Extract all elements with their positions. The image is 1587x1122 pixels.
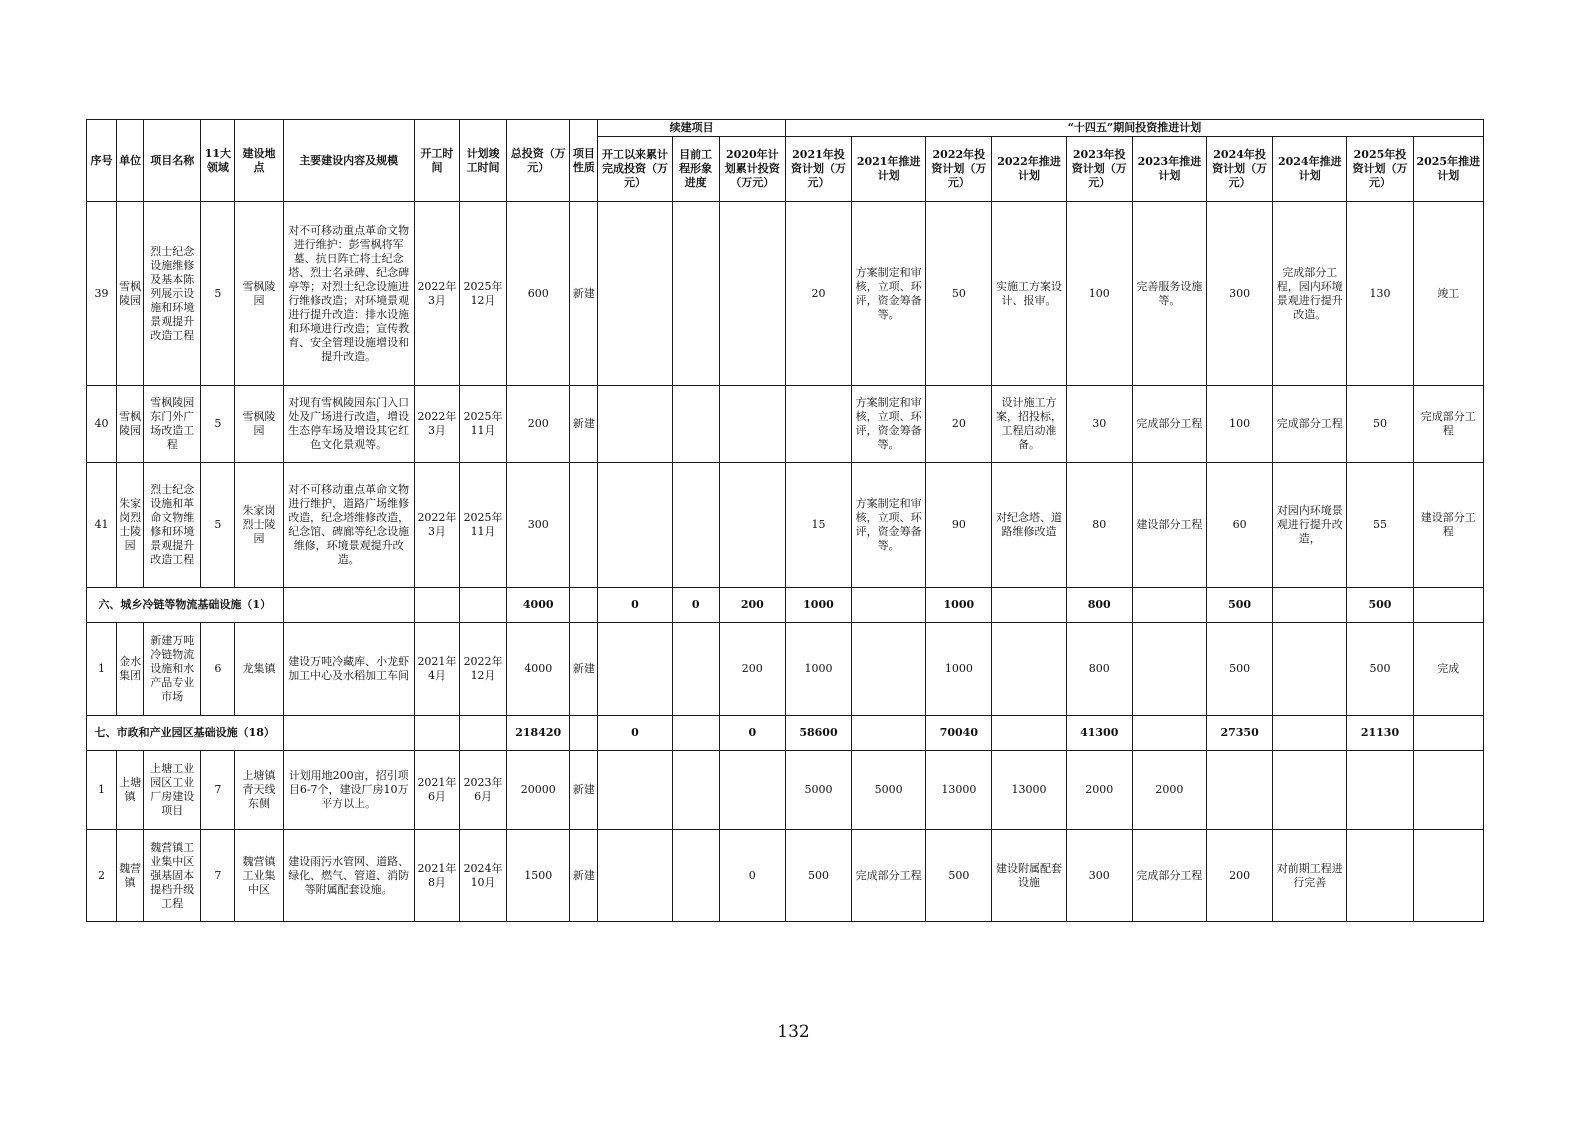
cell-cont-2020: 200 <box>719 623 785 716</box>
cell-finish-time: 2022年12月 <box>460 623 507 716</box>
cell-inv-2025: 55 <box>1347 463 1413 588</box>
cell-inv-2022: 50 <box>926 202 992 386</box>
category-name: 六、城乡冷链等物流基础设施（1） <box>87 588 284 623</box>
cell-finish-time <box>460 588 507 623</box>
cell-inv-2023: 800 <box>1066 588 1132 623</box>
cell-unit: 金水集团 <box>117 623 144 716</box>
cell-finish-time: 2025年12月 <box>460 202 507 386</box>
header-inv-2022: 2022年投资计划（万元） <box>926 137 992 202</box>
cell-plan-2025: 建设部分工程 <box>1413 463 1483 588</box>
investment-plan-table <box>86 119 1484 922</box>
cell-seq: 1 <box>87 751 117 830</box>
cell-inv-2023: 80 <box>1066 463 1132 588</box>
cell-inv-2021: 1000 <box>785 623 851 716</box>
cell-inv-2025: 500 <box>1347 623 1413 716</box>
cell-field: 7 <box>201 751 235 830</box>
cell-total-investment: 1500 <box>507 830 570 922</box>
cell-inv-2022: 1000 <box>926 588 992 623</box>
cell-inv-2024: 27350 <box>1207 716 1273 751</box>
cell-field: 5 <box>201 463 235 588</box>
cell-inv-2025: 21130 <box>1347 716 1413 751</box>
table-row <box>87 386 1484 463</box>
cell-plan-2025: 完成 <box>1413 623 1483 716</box>
header-plan-group: “十四五”期间投资推进计划 <box>785 120 1483 137</box>
cell-inv-2023: 41300 <box>1066 716 1132 751</box>
cell-inv-2023: 800 <box>1066 623 1132 716</box>
header-inv-2025: 2025年投资计划（万元） <box>1347 137 1413 202</box>
cell-plan-2025: 完成部分工程 <box>1413 386 1483 463</box>
cell-inv-2021: 58600 <box>785 716 851 751</box>
cell-inv-2022: 90 <box>926 463 992 588</box>
cell-project-name: 烈士纪念设施维修及基本陈列展示设施和环境景观提升改造工程 <box>144 202 201 386</box>
cell-plan-2023: 完成部分工程 <box>1132 386 1206 463</box>
table-row <box>87 202 1484 386</box>
cell-plan-2021: 方案制定和审核，立项、环评，资金筹备等。 <box>852 386 926 463</box>
cell-start-time: 2021年4月 <box>414 623 459 716</box>
cell-plan-2022: 实施工方案设计、报审。 <box>992 202 1066 386</box>
cell-cont-progress <box>672 623 719 716</box>
cell-start-time: 2022年3月 <box>414 386 459 463</box>
header-unit: 单位 <box>117 120 144 202</box>
cell-project-name: 魏营镇工业集中区强基固本提档升级工程 <box>144 830 201 922</box>
cell-location: 雪枫陵园 <box>235 202 283 386</box>
cell-start-time <box>414 588 459 623</box>
cell-seq: 41 <box>87 463 117 588</box>
cell-content: 对现有雪枫陵园东门入口处及广场进行改造，增设生态停车场及增设其它红色文化景观等。 <box>283 386 414 463</box>
cell-plan-2024 <box>1273 623 1347 716</box>
cell-nature: 新建 <box>570 386 598 463</box>
cell-location: 魏营镇工业集中区 <box>235 830 283 922</box>
cell-unit: 魏营镇 <box>117 830 144 922</box>
cell-project-name: 雪枫陵园东门外广场改造工程 <box>144 386 201 463</box>
cell-finish-time: 2025年11月 <box>460 386 507 463</box>
cell-plan-2023 <box>1132 588 1206 623</box>
cell-finish-time: 2024年10月 <box>460 830 507 922</box>
cell-plan-2024: 对园内环境景观进行提升改造， <box>1273 463 1347 588</box>
cell-location: 雪枫陵园 <box>235 386 283 463</box>
cell-plan-2024 <box>1273 588 1347 623</box>
cell-inv-2024: 200 <box>1207 830 1273 922</box>
cell-plan-2024: 对前期工程进行完善 <box>1273 830 1347 922</box>
cell-inv-2024: 500 <box>1207 588 1273 623</box>
header-plan-2025: 2025年推进计划 <box>1413 137 1483 202</box>
cell-cont-cumulative <box>598 386 672 463</box>
header-row-1 <box>87 120 1484 137</box>
header-location: 建设地点 <box>235 120 283 202</box>
cell-nature <box>570 588 598 623</box>
header-start-time: 开工时间 <box>414 120 459 202</box>
cell-plan-2025 <box>1413 830 1483 922</box>
cell-total-investment: 20000 <box>507 751 570 830</box>
category-row <box>87 588 1484 623</box>
header-inv-2024: 2024年投资计划（万元） <box>1207 137 1273 202</box>
cell-cont-progress <box>672 386 719 463</box>
cell-plan-2023 <box>1132 716 1206 751</box>
cell-inv-2024: 500 <box>1207 623 1273 716</box>
cell-plan-2021: 方案制定和审核，立项、环评，资金筹备等。 <box>852 202 926 386</box>
table-row <box>87 463 1484 588</box>
cell-start-time: 2021年8月 <box>414 830 459 922</box>
cell-inv-2024: 100 <box>1207 386 1273 463</box>
header-continuing-group: 续建项目 <box>598 120 786 137</box>
cell-plan-2025 <box>1413 716 1483 751</box>
table-row <box>87 830 1484 922</box>
cell-plan-2022 <box>992 623 1066 716</box>
cell-total-investment: 4000 <box>507 588 570 623</box>
cell-inv-2025 <box>1347 830 1413 922</box>
cell-nature <box>570 716 598 751</box>
table-row <box>87 623 1484 716</box>
header-total-investment: 总投资（万元） <box>507 120 570 202</box>
cell-cont-cumulative: 0 <box>598 716 672 751</box>
cell-inv-2023: 300 <box>1066 830 1132 922</box>
cell-cont-cumulative <box>598 463 672 588</box>
cell-nature <box>570 463 598 588</box>
cell-inv-2024: 300 <box>1207 202 1273 386</box>
cell-unit: 雪枫陵园 <box>117 386 144 463</box>
cell-plan-2021: 完成部分工程 <box>852 830 926 922</box>
cell-content: 对不可移动重点革命文物进行维护：彭雪枫将军墓、抗日阵亡将士纪念塔、烈士名录碑、纪念碑亭等；对烈士纪念设施进行维修改造；对环境景观进行提升改造：排水设施和环境进行改造；宣传教育、安全管理设施增设和提升改造。 <box>283 202 414 386</box>
header-nature: 项目性质 <box>570 120 598 202</box>
cell-plan-2023: 建设部分工程 <box>1132 463 1206 588</box>
cell-content <box>283 716 414 751</box>
cell-inv-2022: 1000 <box>926 623 992 716</box>
header-seq: 序号 <box>87 120 117 202</box>
cell-unit: 上塘镇 <box>117 751 144 830</box>
cell-cont-cumulative: 0 <box>598 588 672 623</box>
cell-nature: 新建 <box>570 623 598 716</box>
cell-plan-2024 <box>1273 716 1347 751</box>
cell-nature: 新建 <box>570 830 598 922</box>
cell-content: 建设雨污水管网、道路、绿化、燃气、管道、消防等附属配套设施。 <box>283 830 414 922</box>
cell-inv-2021: 1000 <box>785 588 851 623</box>
cell-inv-2021: 500 <box>785 830 851 922</box>
cell-plan-2022: 13000 <box>992 751 1066 830</box>
cell-inv-2022: 70040 <box>926 716 992 751</box>
cell-inv-2024 <box>1207 751 1273 830</box>
cell-cont-2020: 0 <box>719 830 785 922</box>
cell-cont-2020 <box>719 463 785 588</box>
cell-plan-2021: 方案制定和审核，立项、环评，资金筹备等。 <box>852 463 926 588</box>
cell-content: 对不可移动重点革命文物进行维护，道路广场维修改造，纪念塔维修改造，纪念馆、碑廊等纪念设施维修，环境景观提升改造。 <box>283 463 414 588</box>
cell-plan-2022: 对纪念塔、道路维修改造 <box>992 463 1066 588</box>
page-number: 132 <box>777 1022 810 1042</box>
cell-start-time <box>414 716 459 751</box>
cell-cont-progress <box>672 751 719 830</box>
header-project-name: 项目名称 <box>144 120 201 202</box>
header-cont-cumulative: 开工以来累计完成投资（万元） <box>598 137 672 202</box>
cell-inv-2021: 15 <box>785 463 851 588</box>
header-cont-progress: 目前工程形象进度 <box>672 137 719 202</box>
cell-plan-2024: 完成部分工程 <box>1273 386 1347 463</box>
cell-inv-2025 <box>1347 751 1413 830</box>
cell-start-time: 2022年3月 <box>414 202 459 386</box>
cell-inv-2022: 20 <box>926 386 992 463</box>
category-name: 七、市政和产业园区基础设施（18） <box>87 716 284 751</box>
cell-plan-2023: 2000 <box>1132 751 1206 830</box>
cell-total-investment: 218420 <box>507 716 570 751</box>
cell-unit: 朱家岗烈士陵园 <box>117 463 144 588</box>
cell-unit: 雪枫陵园 <box>117 202 144 386</box>
header-cont-2020: 2020年计划累计投资（万元） <box>719 137 785 202</box>
cell-content: 建设万吨冷藏库、小龙虾加工中心及水稻加工车间 <box>283 623 414 716</box>
cell-nature: 新建 <box>570 202 598 386</box>
category-row <box>87 716 1484 751</box>
cell-plan-2022: 设计施工方案，招投标，工程启动准备。 <box>992 386 1066 463</box>
header-inv-2023: 2023年投资计划（万元） <box>1066 137 1132 202</box>
cell-inv-2025: 50 <box>1347 386 1413 463</box>
cell-plan-2022: 建设附属配套设施 <box>992 830 1066 922</box>
cell-inv-2025: 130 <box>1347 202 1413 386</box>
cell-project-name: 烈士纪念设施和革命文物维修和环境景观提升改造工程 <box>144 463 201 588</box>
cell-location: 朱家岗烈士陵园 <box>235 463 283 588</box>
cell-inv-2023: 2000 <box>1066 751 1132 830</box>
cell-plan-2022 <box>992 716 1066 751</box>
cell-inv-2021: 5000 <box>785 751 851 830</box>
cell-cont-progress <box>672 463 719 588</box>
header-plan-2022: 2022年推进计划 <box>992 137 1066 202</box>
cell-total-investment: 600 <box>507 202 570 386</box>
cell-seq: 1 <box>87 623 117 716</box>
cell-location: 上塘镇青天线东侧 <box>235 751 283 830</box>
cell-cont-2020 <box>719 202 785 386</box>
cell-project-name: 新建万吨冷链物流设施和水产品专业市场 <box>144 623 201 716</box>
cell-total-investment: 300 <box>507 463 570 588</box>
header-field: 11大领域 <box>201 120 235 202</box>
cell-inv-2025: 500 <box>1347 588 1413 623</box>
header-plan-2024: 2024年推进计划 <box>1273 137 1347 202</box>
cell-total-investment: 200 <box>507 386 570 463</box>
cell-plan-2023 <box>1132 623 1206 716</box>
cell-location: 龙集镇 <box>235 623 283 716</box>
cell-inv-2023: 100 <box>1066 202 1132 386</box>
cell-seq: 39 <box>87 202 117 386</box>
cell-plan-2023: 完成部分工程 <box>1132 830 1206 922</box>
cell-field: 5 <box>201 386 235 463</box>
cell-cont-cumulative <box>598 623 672 716</box>
header-inv-2021: 2021年投资计划（万元） <box>785 137 851 202</box>
table-row <box>87 751 1484 830</box>
cell-plan-2024: 完成部分工程，园内环境景观进行提升改造。 <box>1273 202 1347 386</box>
cell-nature: 新建 <box>570 751 598 830</box>
cell-finish-time <box>460 716 507 751</box>
cell-content: 计划用地200亩，招引项目6-7个，建设厂房10万平方以上。 <box>283 751 414 830</box>
cell-inv-2021 <box>785 386 851 463</box>
cell-inv-2021: 20 <box>785 202 851 386</box>
header-content: 主要建设内容及规模 <box>283 120 414 202</box>
cell-inv-2022: 500 <box>926 830 992 922</box>
header-finish-time: 计划竣工时间 <box>460 120 507 202</box>
cell-plan-2023: 完善服务设施等。 <box>1132 202 1206 386</box>
cell-plan-2024 <box>1273 751 1347 830</box>
cell-cont-2020: 200 <box>719 588 785 623</box>
cell-inv-2022: 13000 <box>926 751 992 830</box>
cell-start-time: 2022年3月 <box>414 463 459 588</box>
cell-cont-progress <box>672 830 719 922</box>
cell-seq: 2 <box>87 830 117 922</box>
cell-field: 5 <box>201 202 235 386</box>
cell-inv-2023: 30 <box>1066 386 1132 463</box>
cell-plan-2021 <box>852 716 926 751</box>
cell-plan-2025 <box>1413 588 1483 623</box>
cell-cont-cumulative <box>598 830 672 922</box>
cell-cont-cumulative <box>598 202 672 386</box>
cell-field: 6 <box>201 623 235 716</box>
cell-start-time: 2021年6月 <box>414 751 459 830</box>
cell-project-name: 上塘工业园区工业厂房建设项目 <box>144 751 201 830</box>
cell-cont-cumulative <box>598 751 672 830</box>
cell-field: 7 <box>201 830 235 922</box>
cell-cont-progress <box>672 202 719 386</box>
cell-cont-2020 <box>719 751 785 830</box>
cell-plan-2022 <box>992 588 1066 623</box>
cell-plan-2021 <box>852 623 926 716</box>
cell-seq: 40 <box>87 386 117 463</box>
cell-content <box>283 588 414 623</box>
cell-inv-2024: 60 <box>1207 463 1273 588</box>
cell-total-investment: 4000 <box>507 623 570 716</box>
cell-cont-progress <box>672 716 719 751</box>
cell-plan-2021: 5000 <box>852 751 926 830</box>
cell-cont-2020 <box>719 386 785 463</box>
cell-cont-2020: 0 <box>719 716 785 751</box>
cell-plan-2025 <box>1413 751 1483 830</box>
cell-plan-2025: 竣工 <box>1413 202 1483 386</box>
cell-finish-time: 2025年11月 <box>460 463 507 588</box>
header-plan-2023: 2023年推进计划 <box>1132 137 1206 202</box>
header-plan-2021: 2021年推进计划 <box>852 137 926 202</box>
cell-finish-time: 2023年6月 <box>460 751 507 830</box>
cell-plan-2021 <box>852 588 926 623</box>
cell-cont-progress: 0 <box>672 588 719 623</box>
